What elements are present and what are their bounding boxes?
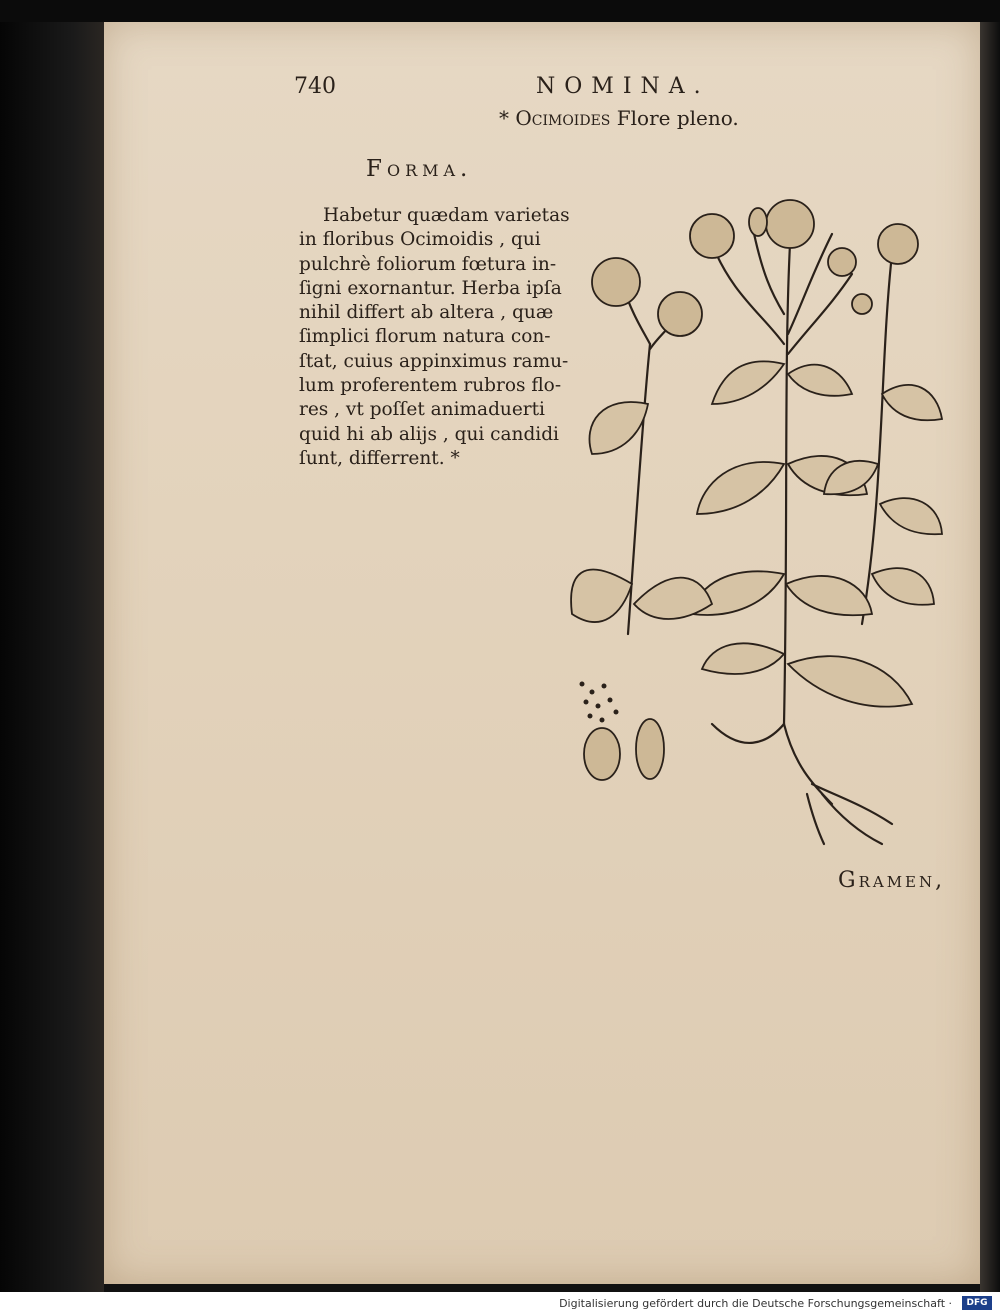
body-line: Habetur quædam varietas bbox=[323, 205, 570, 226]
scan-right-border bbox=[980, 22, 1000, 1292]
body-line: nihil differt ab altera , quæ bbox=[299, 302, 554, 324]
body-line: pulchrè foliorum fœtura in- bbox=[299, 253, 557, 275]
subtitle bbox=[499, 106, 739, 130]
plant-woodcut-illustration bbox=[562, 164, 962, 864]
dfg-logo: DFG bbox=[962, 1296, 992, 1310]
subtitle-asterisk: * bbox=[499, 106, 509, 130]
scan-top-border bbox=[0, 0, 1000, 22]
subtitle-rest: Flore pleno. bbox=[616, 106, 739, 130]
body-line: lum proferentem rubros flo- bbox=[299, 375, 562, 397]
body-line: quid hi ab alijs , qui candidi bbox=[299, 423, 559, 445]
footer-credit: Digitalisierung gefördert durch die Deutsche Forschungsgemeinschaft · bbox=[559, 1297, 952, 1310]
body-line: ſunt, differrent. * bbox=[299, 447, 460, 469]
body-line: ſtat, cuius appinximus ramu- bbox=[299, 350, 569, 372]
body-line: ſigni exornantur. Herba ipſa bbox=[299, 277, 562, 299]
running-head: NOMINA. bbox=[536, 74, 710, 99]
subtitle-name: Ocimoides bbox=[515, 106, 611, 130]
body-line: in floribus Ocimoidis , qui bbox=[299, 229, 541, 251]
body-line: ſimplici florum natura con- bbox=[299, 326, 551, 348]
book-page bbox=[104, 22, 980, 1284]
page-number: 740 bbox=[294, 74, 336, 99]
body-line: res , vt poſſet animaduerti bbox=[299, 399, 545, 421]
scan-left-border bbox=[0, 22, 104, 1292]
body-paragraph bbox=[299, 204, 570, 471]
section-heading: Forma. bbox=[366, 156, 473, 182]
catchword: Gramen, bbox=[838, 868, 946, 893]
